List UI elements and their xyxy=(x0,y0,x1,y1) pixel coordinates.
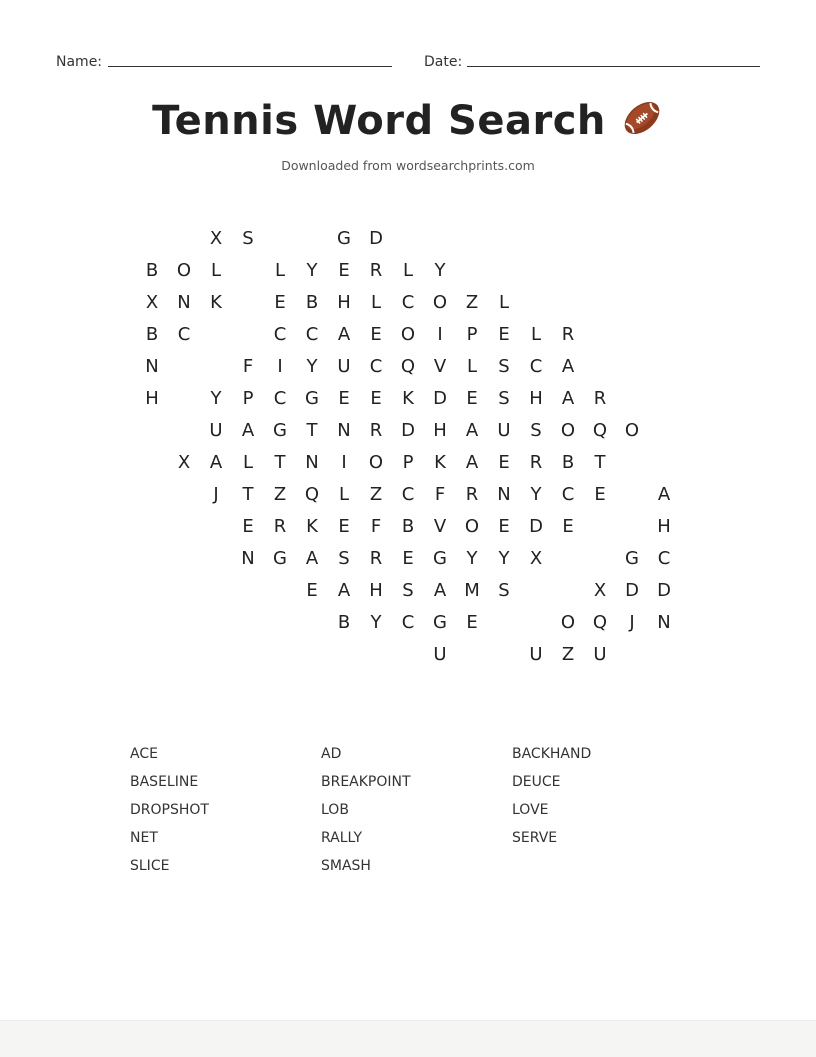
grid-letter[interactable]: O xyxy=(560,420,576,441)
word-list-item: DEUCE xyxy=(512,774,561,790)
grid-letter[interactable]: N xyxy=(145,356,159,377)
grid-letter[interactable]: L xyxy=(210,260,222,281)
grid-letter[interactable]: B xyxy=(305,292,319,313)
grid-letter[interactable]: S xyxy=(402,580,414,601)
grid-letter[interactable]: L xyxy=(274,260,286,281)
grid-letter[interactable]: O xyxy=(432,292,448,313)
grid-letter[interactable]: T xyxy=(594,452,606,473)
grid-letter[interactable]: R xyxy=(369,548,383,569)
word-list-item: SERVE xyxy=(512,830,558,846)
grid-letter[interactable]: R xyxy=(529,452,543,473)
grid-letter[interactable]: R xyxy=(465,484,479,505)
grid-letter[interactable]: E xyxy=(498,324,510,345)
grid-letter[interactable]: U xyxy=(209,420,223,441)
grid-letter[interactable]: L xyxy=(370,292,382,313)
grid-letter[interactable]: E xyxy=(466,388,478,409)
date-field-line[interactable] xyxy=(467,66,760,67)
grid-letter[interactable]: E xyxy=(370,388,382,409)
grid-letter[interactable]: C xyxy=(401,292,415,313)
grid-letter[interactable]: E xyxy=(562,516,574,537)
grid-letter[interactable]: Y xyxy=(466,548,478,569)
grid-letter[interactable]: R xyxy=(273,516,287,537)
grid-letter[interactable]: X xyxy=(593,580,607,601)
footer-bar xyxy=(0,1020,816,1057)
grid-letter[interactable]: C xyxy=(369,356,383,377)
grid-letter[interactable]: A xyxy=(561,388,575,409)
page-title-text: Tennis Word Search xyxy=(152,98,606,144)
grid-letter[interactable]: F xyxy=(242,356,254,377)
word-list-item: RALLY xyxy=(321,830,363,846)
grid-letter[interactable]: P xyxy=(466,324,478,345)
grid-letter[interactable]: Y xyxy=(306,260,318,281)
grid-letter[interactable]: E xyxy=(274,292,286,313)
grid-letter[interactable]: N xyxy=(177,292,191,313)
grid-letter[interactable]: B xyxy=(401,516,415,537)
grid-letter[interactable]: T xyxy=(306,420,318,441)
grid-letter[interactable]: H xyxy=(529,388,543,409)
word-list-item: DROPSHOT xyxy=(130,802,209,818)
grid-letter[interactable]: M xyxy=(464,580,480,601)
grid-letter[interactable]: C xyxy=(529,356,543,377)
grid-letter[interactable]: E xyxy=(338,388,350,409)
grid-letter[interactable]: A xyxy=(337,324,351,345)
grid-letter[interactable]: Q xyxy=(400,356,416,377)
grid-letter[interactable]: H xyxy=(337,292,351,313)
grid-letter[interactable]: A xyxy=(465,452,479,473)
grid-letter[interactable]: N xyxy=(241,548,255,569)
grid-letter[interactable]: I xyxy=(277,356,283,377)
grid-letter[interactable]: D xyxy=(529,516,543,537)
word-list-item: SMASH xyxy=(321,858,371,874)
grid-letter[interactable]: A xyxy=(209,452,223,473)
name-field-line[interactable] xyxy=(108,66,392,67)
grid-letter[interactable]: E xyxy=(594,484,606,505)
grid-letter[interactable]: K xyxy=(434,452,446,473)
grid-letter[interactable]: B xyxy=(337,612,351,633)
grid-letter[interactable]: F xyxy=(370,516,382,537)
grid-letter[interactable]: D xyxy=(625,580,639,601)
grid-letter[interactable]: J xyxy=(629,612,635,633)
grid-letter[interactable]: B xyxy=(145,324,159,345)
grid-letter[interactable]: U xyxy=(593,644,607,665)
grid-letter[interactable]: R xyxy=(593,388,607,409)
word-list-item: BREAKPOINT xyxy=(321,774,411,790)
grid-letter[interactable]: U xyxy=(529,644,543,665)
grid-letter[interactable]: O xyxy=(176,260,192,281)
grid-letter[interactable]: O xyxy=(400,324,416,345)
grid-letter[interactable]: K xyxy=(210,292,222,313)
grid-letter[interactable]: K xyxy=(402,388,414,409)
grid-letter[interactable]: H xyxy=(369,580,383,601)
grid-letter[interactable]: Z xyxy=(561,644,575,665)
grid-letter[interactable]: G xyxy=(273,548,287,569)
grid-letter[interactable]: O xyxy=(368,452,384,473)
page-title xyxy=(0,96,816,150)
grid-letter[interactable]: V xyxy=(433,516,447,537)
football-icon xyxy=(620,96,664,150)
grid-letter[interactable]: U xyxy=(337,356,351,377)
grid-letter[interactable]: E xyxy=(338,260,350,281)
grid-letter[interactable]: E xyxy=(498,516,510,537)
grid-letter[interactable]: C xyxy=(273,324,287,345)
grid-letter[interactable]: J xyxy=(213,484,219,505)
grid-letter[interactable]: A xyxy=(241,420,255,441)
grid-letter[interactable]: A xyxy=(561,356,575,377)
grid-letter[interactable]: O xyxy=(464,516,480,537)
date-label: Date: xyxy=(424,54,463,70)
grid-letter[interactable]: S xyxy=(338,548,350,569)
grid-letter[interactable]: X xyxy=(145,292,159,313)
grid-letter[interactable]: G xyxy=(433,612,447,633)
grid-letter[interactable]: G xyxy=(305,388,319,409)
grid-letter[interactable]: Z xyxy=(369,484,383,505)
grid-letter[interactable]: U xyxy=(433,644,447,665)
grid-letter[interactable]: G xyxy=(433,548,447,569)
grid-letter[interactable]: E xyxy=(242,516,254,537)
grid-letter[interactable]: X xyxy=(177,452,191,473)
grid-letter[interactable]: N xyxy=(305,452,319,473)
grid-letter[interactable]: L xyxy=(338,484,350,505)
grid-letter[interactable]: O xyxy=(624,420,640,441)
word-list-item: LOB xyxy=(321,802,349,818)
grid-letter[interactable]: V xyxy=(433,356,447,377)
grid-letter[interactable]: L xyxy=(530,324,542,345)
grid-letter[interactable]: F xyxy=(434,484,446,505)
grid-letter[interactable]: S xyxy=(498,356,510,377)
grid-letter[interactable]: S xyxy=(530,420,542,441)
grid-letter[interactable]: Y xyxy=(498,548,510,569)
grid-letter[interactable]: C xyxy=(177,324,191,345)
word-list-item: ACE xyxy=(130,746,158,762)
grid-letter[interactable]: D xyxy=(369,228,383,249)
grid-letter[interactable]: I xyxy=(341,452,347,473)
name-label: Name: xyxy=(56,54,103,70)
grid-letter[interactable]: S xyxy=(498,580,510,601)
grid-letter[interactable]: Z xyxy=(273,484,287,505)
grid-letter[interactable]: C xyxy=(657,548,671,569)
grid-letter[interactable]: X xyxy=(209,228,223,249)
grid-letter[interactable]: G xyxy=(337,228,351,249)
word-list-item: LOVE xyxy=(512,802,549,818)
source-credit: Downloaded from wordsearchprints.com xyxy=(281,158,535,173)
grid-letter[interactable]: A xyxy=(337,580,351,601)
grid-letter[interactable]: Z xyxy=(465,292,479,313)
grid-letter[interactable]: L xyxy=(402,260,414,281)
grid-letter[interactable]: S xyxy=(498,388,510,409)
word-list-item: NET xyxy=(130,830,158,846)
grid-letter[interactable]: C xyxy=(305,324,319,345)
grid-letter[interactable]: H xyxy=(433,420,447,441)
grid-letter[interactable]: E xyxy=(338,516,350,537)
grid-letter[interactable]: R xyxy=(561,324,575,345)
grid-letter[interactable]: C xyxy=(401,484,415,505)
grid-letter[interactable]: A xyxy=(465,420,479,441)
grid-letter[interactable]: A xyxy=(657,484,671,505)
word-list-item: BASELINE xyxy=(130,774,199,790)
grid-letter[interactable]: D xyxy=(657,580,671,601)
grid-letter[interactable]: E xyxy=(402,548,414,569)
grid-letter[interactable]: C xyxy=(401,612,415,633)
word-list-item: SLICE xyxy=(130,858,170,874)
grid-letter[interactable]: Q xyxy=(592,612,608,633)
grid-letter[interactable]: L xyxy=(498,292,510,313)
grid-letter[interactable]: O xyxy=(560,612,576,633)
grid-letter[interactable]: Y xyxy=(530,484,542,505)
grid-letter[interactable]: Y xyxy=(210,388,222,409)
grid-letter[interactable]: N xyxy=(337,420,351,441)
grid-letter[interactable]: X xyxy=(529,548,543,569)
grid-letter[interactable]: D xyxy=(433,388,447,409)
grid-letter[interactable]: P xyxy=(242,388,254,409)
grid-letter[interactable]: G xyxy=(625,548,639,569)
grid-letter[interactable]: P xyxy=(402,452,414,473)
grid-letter[interactable]: Q xyxy=(592,420,608,441)
grid-letter[interactable]: N xyxy=(657,612,671,633)
grid-letter[interactable]: H xyxy=(145,388,159,409)
grid-letter[interactable]: A xyxy=(305,548,319,569)
grid-letter[interactable]: E xyxy=(306,580,318,601)
grid-letter[interactable]: L xyxy=(242,452,254,473)
grid-letter[interactable]: Q xyxy=(304,484,320,505)
word-list-item: AD xyxy=(321,746,342,762)
grid-letter[interactable]: T xyxy=(274,452,286,473)
grid-letter[interactable]: G xyxy=(273,420,287,441)
grid-letter[interactable]: E xyxy=(370,324,382,345)
grid-letter[interactable]: N xyxy=(497,484,511,505)
grid-letter[interactable]: S xyxy=(242,228,254,249)
grid-letter[interactable]: B xyxy=(145,260,159,281)
grid-letter[interactable]: C xyxy=(273,388,287,409)
grid-letter[interactable]: D xyxy=(401,420,415,441)
grid-letter[interactable]: H xyxy=(657,516,671,537)
grid-letter[interactable]: R xyxy=(369,420,383,441)
word-list-item: BACKHAND xyxy=(512,746,592,762)
grid-letter[interactable]: T xyxy=(242,484,254,505)
grid-letter[interactable]: L xyxy=(466,356,478,377)
grid-letter[interactable]: Y xyxy=(434,260,446,281)
grid-letter[interactable]: I xyxy=(437,324,443,345)
grid-letter[interactable]: Y xyxy=(306,356,318,377)
grid-letter[interactable]: K xyxy=(306,516,318,537)
grid-letter[interactable]: A xyxy=(433,580,447,601)
grid-letter[interactable]: E xyxy=(466,612,478,633)
grid-letter[interactable]: R xyxy=(369,260,383,281)
grid-letter[interactable]: C xyxy=(561,484,575,505)
grid-letter[interactable]: E xyxy=(498,452,510,473)
grid-letter[interactable]: U xyxy=(497,420,511,441)
grid-letter[interactable]: B xyxy=(561,452,575,473)
grid-letter[interactable]: Y xyxy=(370,612,382,633)
